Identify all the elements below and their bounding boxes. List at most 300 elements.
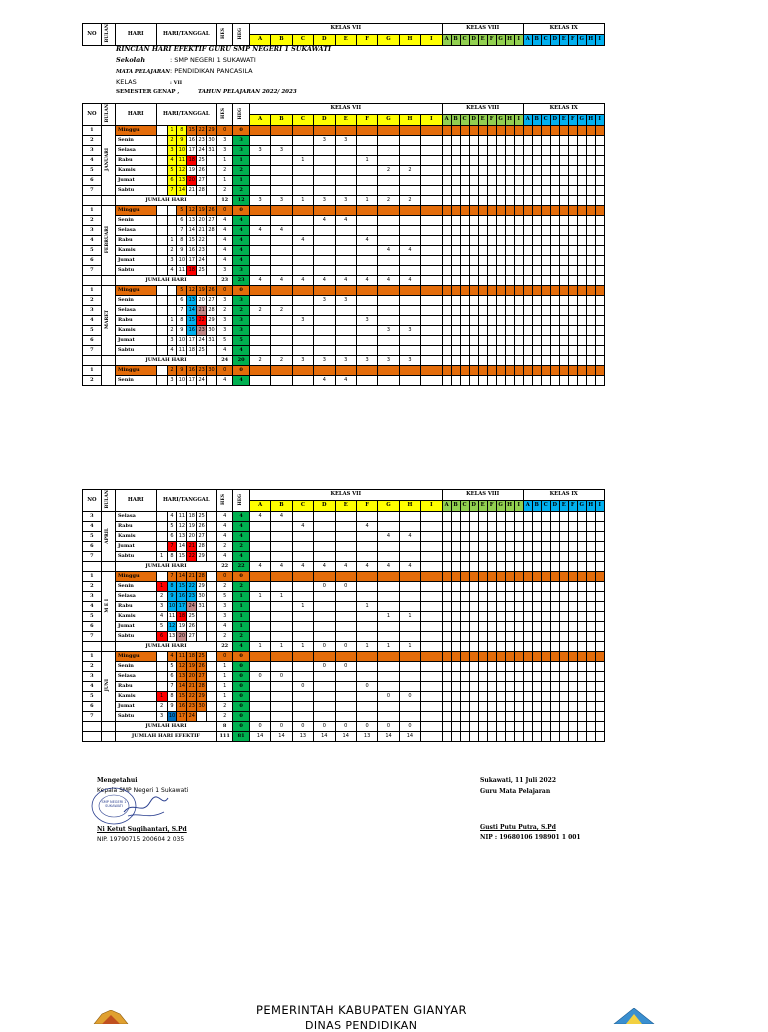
subheader-class9: H (586, 501, 595, 512)
row-date: 28 (207, 226, 217, 236)
row-class7-value (421, 216, 442, 226)
row-class89-value (478, 156, 487, 166)
row-class89-value (541, 652, 550, 662)
row-class89-value (541, 592, 550, 602)
row-class7-value (356, 366, 377, 376)
subheader-class8: I (514, 35, 523, 46)
row-class89-value (451, 622, 460, 632)
row-class89-value (478, 622, 487, 632)
row-class7-value (292, 582, 313, 592)
row-class89-value (505, 146, 514, 156)
table-row (83, 552, 605, 562)
total-class89-value (532, 276, 541, 286)
row-class89-value (460, 672, 469, 682)
row-class89-value (496, 532, 505, 542)
grand-class7-value: 14 (314, 732, 335, 742)
row-class89-value (568, 612, 577, 622)
subheader-class7: G (378, 501, 399, 512)
row-date: 16 (177, 702, 187, 712)
row-class89-value (568, 622, 577, 632)
row-class89-value (469, 542, 478, 552)
row-class89-value (451, 146, 460, 156)
row-class89-value (487, 296, 496, 306)
row-class7-value (249, 652, 270, 662)
row-class89-value (577, 712, 586, 722)
row-class89-value (541, 246, 550, 256)
row-class7-value (378, 702, 399, 712)
row-class7-value (421, 326, 442, 336)
row-class89-value (505, 632, 514, 642)
row-class89-value (550, 336, 559, 346)
row-class7-value (335, 126, 356, 136)
row-date (207, 572, 217, 582)
row-date: 5 (156, 622, 167, 632)
row-class89-value (550, 316, 559, 326)
row-date: 29 (207, 316, 217, 326)
table-row (83, 672, 605, 682)
row-class89-value (532, 582, 541, 592)
row-class89-value (505, 236, 514, 246)
row-class89-value (469, 376, 478, 386)
header-class9: KELAS IX (523, 24, 604, 35)
row-date (167, 286, 177, 296)
row-class7-value (314, 692, 335, 702)
row-class89-value (460, 176, 469, 186)
row-class89-value (550, 592, 559, 602)
row-class89-value (559, 692, 568, 702)
row-class89-value (577, 206, 586, 216)
row-class89-value (595, 346, 604, 356)
row-class7-value (356, 216, 377, 226)
row-date: 14 (187, 226, 197, 236)
row-class7-value (421, 532, 442, 542)
subheader-class8: E (478, 35, 487, 46)
row-class89-value (586, 256, 595, 266)
row-class7-value (249, 126, 270, 136)
row-class7-value (378, 176, 399, 186)
grand-class89-value (496, 732, 505, 742)
subheader-class9: E (559, 35, 568, 46)
row-class89-value (442, 186, 451, 196)
header-day: HARI (115, 24, 156, 46)
row-heg: 4 (233, 346, 249, 356)
row-no: 1 (83, 572, 102, 582)
row-date: 22 (197, 316, 207, 326)
row-date: 27 (187, 632, 197, 642)
row-class89-value (478, 346, 487, 356)
row-class89-value (442, 652, 451, 662)
row-class7-value (249, 542, 270, 552)
row-class89-value (451, 236, 460, 246)
row-class89-value (559, 206, 568, 216)
row-class89-value (487, 592, 496, 602)
row-class89-value (487, 236, 496, 246)
row-class7-value (314, 126, 335, 136)
row-class89-value (532, 336, 541, 346)
row-class7-value: 3 (335, 136, 356, 146)
row-heg: 1 (233, 612, 249, 622)
header-hes-label: HES (221, 27, 227, 39)
total-class89-value (505, 562, 514, 572)
row-class89-value (478, 702, 487, 712)
table-row (83, 206, 605, 216)
row-class7-value (421, 622, 442, 632)
row-class7-value (335, 166, 356, 176)
row-class89-value (478, 266, 487, 276)
row-class7-value (356, 702, 377, 712)
row-class89-value (541, 532, 550, 542)
row-class89-value (505, 622, 514, 632)
total-class89-value (532, 196, 541, 206)
row-date: 23 (197, 366, 207, 376)
row-class89-value (577, 376, 586, 386)
total-class89-value (451, 356, 460, 366)
table-row (83, 622, 605, 632)
total-class89-value (460, 642, 469, 652)
total-class7-value: 0 (314, 722, 335, 732)
total-class7-value (421, 356, 442, 366)
row-day: Sabtu (115, 186, 156, 196)
subheader-class8: A (442, 501, 451, 512)
row-heg: 2 (233, 166, 249, 176)
row-date (207, 266, 217, 276)
row-class89-value (577, 336, 586, 346)
row-class7-value (335, 572, 356, 582)
footer-teacher-name: Gusti Putu Putra, S.Pd (480, 824, 556, 831)
row-class89-value (487, 346, 496, 356)
row-class89-value (478, 166, 487, 176)
row-class89-value (559, 512, 568, 522)
row-date: 14 (187, 306, 197, 316)
row-class89-value (550, 226, 559, 236)
row-class89-value (442, 136, 451, 146)
total-class89-value (442, 562, 451, 572)
subheader-class9: I (595, 115, 604, 126)
subheader-class8: F (487, 115, 496, 126)
row-day: Senin (115, 296, 156, 306)
row-class7-value (335, 712, 356, 722)
row-date (156, 326, 167, 336)
subheader-class8: F (487, 501, 496, 512)
row-class89-value (559, 176, 568, 186)
row-class7-value (314, 712, 335, 722)
table-row (83, 376, 605, 386)
header-month (101, 104, 115, 126)
row-class89-value (514, 166, 523, 176)
subheader-class7: H (399, 501, 420, 512)
subheader-class9: D (550, 35, 559, 46)
row-class7-value (421, 166, 442, 176)
row-date: 29 (197, 582, 207, 592)
row-class7-value (399, 156, 420, 166)
footer-principal-name: Ni Ketut Sugihantari, S.Pd (97, 826, 187, 833)
row-class89-value (487, 156, 496, 166)
row-class89-value (577, 286, 586, 296)
total-class89-value (586, 642, 595, 652)
total-class89-value (568, 276, 577, 286)
row-class89-value (505, 266, 514, 276)
row-no: 3 (83, 672, 102, 682)
row-class7-value (421, 286, 442, 296)
month-name (101, 366, 115, 386)
row-class89-value (460, 346, 469, 356)
total-class7-value: 4 (356, 276, 377, 286)
row-class89-value (532, 146, 541, 156)
row-class89-value (550, 672, 559, 682)
row-class7-value (399, 176, 420, 186)
table-row (83, 682, 605, 692)
value-school: : SMP NEGERI 1 SUKAWATI (170, 56, 256, 64)
footer-principal-title: Kepala SMP Negeri 1 Sukawati (97, 787, 189, 794)
row-class89-value (469, 552, 478, 562)
subheader-class7: A (249, 115, 270, 126)
row-day: Sabtu (115, 346, 156, 356)
row-class7-value (292, 136, 313, 146)
row-date (197, 612, 207, 622)
row-class7-value (271, 126, 292, 136)
row-class89-value (541, 156, 550, 166)
row-class7-value (292, 256, 313, 266)
row-date (207, 552, 217, 562)
total-heg: 4 (233, 642, 249, 652)
subheader-class9: D (550, 501, 559, 512)
row-class7-value: 4 (356, 522, 377, 532)
total-class7-value: 4 (292, 276, 313, 286)
row-class89-value (514, 186, 523, 196)
row-day: Rabu (115, 522, 156, 532)
page2-table (82, 489, 604, 742)
row-date: 9 (177, 136, 187, 146)
row-class7-value (314, 622, 335, 632)
total-class7-value: 0 (271, 722, 292, 732)
grand-blank (83, 732, 102, 742)
row-class7-value (314, 246, 335, 256)
row-class89-value (505, 346, 514, 356)
total-label: JUMLAH HARI (115, 722, 216, 732)
header-date: HARI/TANGGAL (156, 490, 216, 512)
row-class89-value (496, 176, 505, 186)
row-date: 10 (177, 256, 187, 266)
row-date (156, 672, 167, 682)
label-semester: SEMESTER GENAP , (116, 89, 180, 95)
row-day: Jumat (115, 702, 156, 712)
row-class89-value (541, 622, 550, 632)
row-class89-value (514, 366, 523, 376)
row-class89-value (595, 236, 604, 246)
row-class89-value (541, 632, 550, 642)
row-class89-value (442, 582, 451, 592)
subheader-class7: B (271, 35, 292, 46)
row-heg: 4 (233, 256, 249, 266)
row-class89-value (550, 186, 559, 196)
row-date: 6 (156, 632, 167, 642)
row-class89-value (586, 346, 595, 356)
row-heg: 1 (233, 622, 249, 632)
grand-class89-value (577, 732, 586, 742)
total-class89-value (559, 642, 568, 652)
header-no: NO (83, 104, 102, 126)
total-class89-value (460, 276, 469, 286)
header-class8: KELAS VIII (442, 24, 523, 35)
total-class89-value (451, 196, 460, 206)
row-class7-value (378, 712, 399, 722)
row-class7-value (314, 286, 335, 296)
row-class89-value (577, 216, 586, 226)
row-class89-value (559, 336, 568, 346)
row-class89-value (595, 206, 604, 216)
row-heg: 3 (233, 266, 249, 276)
row-class7-value (421, 672, 442, 682)
row-class7-value (399, 592, 420, 602)
grand-class89-value (541, 732, 550, 742)
row-class7-value (378, 156, 399, 166)
row-class89-value (487, 682, 496, 692)
row-class89-value (595, 376, 604, 386)
row-class89-value (541, 266, 550, 276)
row-class89-value (568, 582, 577, 592)
row-class89-value (550, 682, 559, 692)
total-label: JUMLAH HARI (115, 276, 216, 286)
row-class89-value (595, 216, 604, 226)
row-class89-value (595, 176, 604, 186)
row-date: 16 (187, 136, 197, 146)
total-class89-value (469, 356, 478, 366)
row-class7-value (271, 266, 292, 276)
row-date: 20 (197, 216, 207, 226)
row-class89-value (568, 346, 577, 356)
row-class89-value (451, 712, 460, 722)
row-class89-value (523, 136, 532, 146)
row-class89-value (478, 612, 487, 622)
row-class89-value (496, 306, 505, 316)
row-class7-value (335, 186, 356, 196)
row-class89-value (532, 622, 541, 632)
row-class89-value (469, 326, 478, 336)
row-date: 25 (187, 612, 197, 622)
row-date: 26 (207, 286, 217, 296)
row-class7-value (356, 226, 377, 236)
row-class7-value (249, 692, 270, 702)
row-class7-value: 1 (249, 592, 270, 602)
row-date: 4 (167, 346, 177, 356)
row-class89-value (550, 662, 559, 672)
subheader-class8: D (469, 115, 478, 126)
row-class89-value (478, 652, 487, 662)
row-class89-value (550, 692, 559, 702)
row-class7-value: 3 (335, 296, 356, 306)
row-class89-value (505, 256, 514, 266)
row-class7-value (421, 552, 442, 562)
row-date: 31 (207, 336, 217, 346)
row-date (207, 246, 217, 256)
row-day: Minggu (115, 652, 156, 662)
row-class89-value (460, 126, 469, 136)
top-header-table (82, 23, 604, 46)
row-class89-value (514, 632, 523, 642)
row-hes: 2 (216, 712, 232, 722)
row-date: 15 (187, 126, 197, 136)
row-class7-value (249, 186, 270, 196)
subheader-class9: B (532, 35, 541, 46)
total-class89-value (487, 276, 496, 286)
footer-teacher-nip: NIP : 19680106 198901 1 001 (480, 834, 581, 841)
row-class89-value (550, 366, 559, 376)
total-class7-value: 2 (399, 196, 420, 206)
row-class89-value (568, 226, 577, 236)
row-class89-value (487, 176, 496, 186)
label-class: KELAS (116, 78, 137, 86)
row-class7-value: 0 (271, 672, 292, 682)
row-class89-value (541, 672, 550, 682)
month-name (101, 512, 115, 562)
row-date (207, 692, 217, 702)
row-class89-value (442, 296, 451, 306)
total-class7-value: 3 (314, 356, 335, 366)
row-date: 18 (187, 512, 197, 522)
row-date: 13 (167, 632, 177, 642)
row-class89-value (460, 326, 469, 336)
total-blank (101, 276, 115, 286)
row-class89-value (550, 612, 559, 622)
grand-class89-value (595, 732, 604, 742)
row-class89-value (514, 336, 523, 346)
row-class89-value (550, 126, 559, 136)
total-heg: 12 (233, 196, 249, 206)
row-class89-value (595, 256, 604, 266)
row-no: 3 (83, 306, 102, 316)
row-class7-value (378, 582, 399, 592)
grand-class89-value (487, 732, 496, 742)
total-class89-value (487, 722, 496, 732)
row-heg: 3 (233, 296, 249, 306)
total-class89-value (577, 276, 586, 286)
row-class7-value (271, 682, 292, 692)
row-class89-value (496, 662, 505, 672)
total-class89-value (550, 562, 559, 572)
row-class7-value (378, 146, 399, 156)
total-class89-value (523, 276, 532, 286)
row-day: Kamis (115, 246, 156, 256)
row-class89-value (532, 522, 541, 532)
row-class7-value: 1 (399, 612, 420, 622)
row-class89-value (505, 662, 514, 672)
row-date: 7 (167, 542, 177, 552)
label-school: Sekolah (116, 56, 146, 64)
label-subject: MATA PELAJARAN (116, 69, 170, 75)
row-class89-value (568, 166, 577, 176)
row-class89-value (451, 682, 460, 692)
row-class89-value (451, 552, 460, 562)
total-class7-value: 0 (292, 722, 313, 732)
row-date (167, 226, 177, 236)
row-class7-value (249, 286, 270, 296)
row-date (156, 216, 167, 226)
row-class89-value (487, 216, 496, 226)
grand-class89-value (559, 732, 568, 742)
row-class89-value (541, 376, 550, 386)
row-heg: 0 (233, 126, 249, 136)
row-class89-value (532, 376, 541, 386)
row-class7-value (314, 316, 335, 326)
row-class7-value (399, 622, 420, 632)
row-date: 4 (167, 266, 177, 276)
month-label: MARET (105, 310, 111, 329)
gianyar-emblem-icon (92, 1010, 130, 1024)
row-class7-value (378, 256, 399, 266)
row-class89-value (541, 602, 550, 612)
row-date: 5 (167, 522, 177, 532)
row-class89-value (451, 316, 460, 326)
